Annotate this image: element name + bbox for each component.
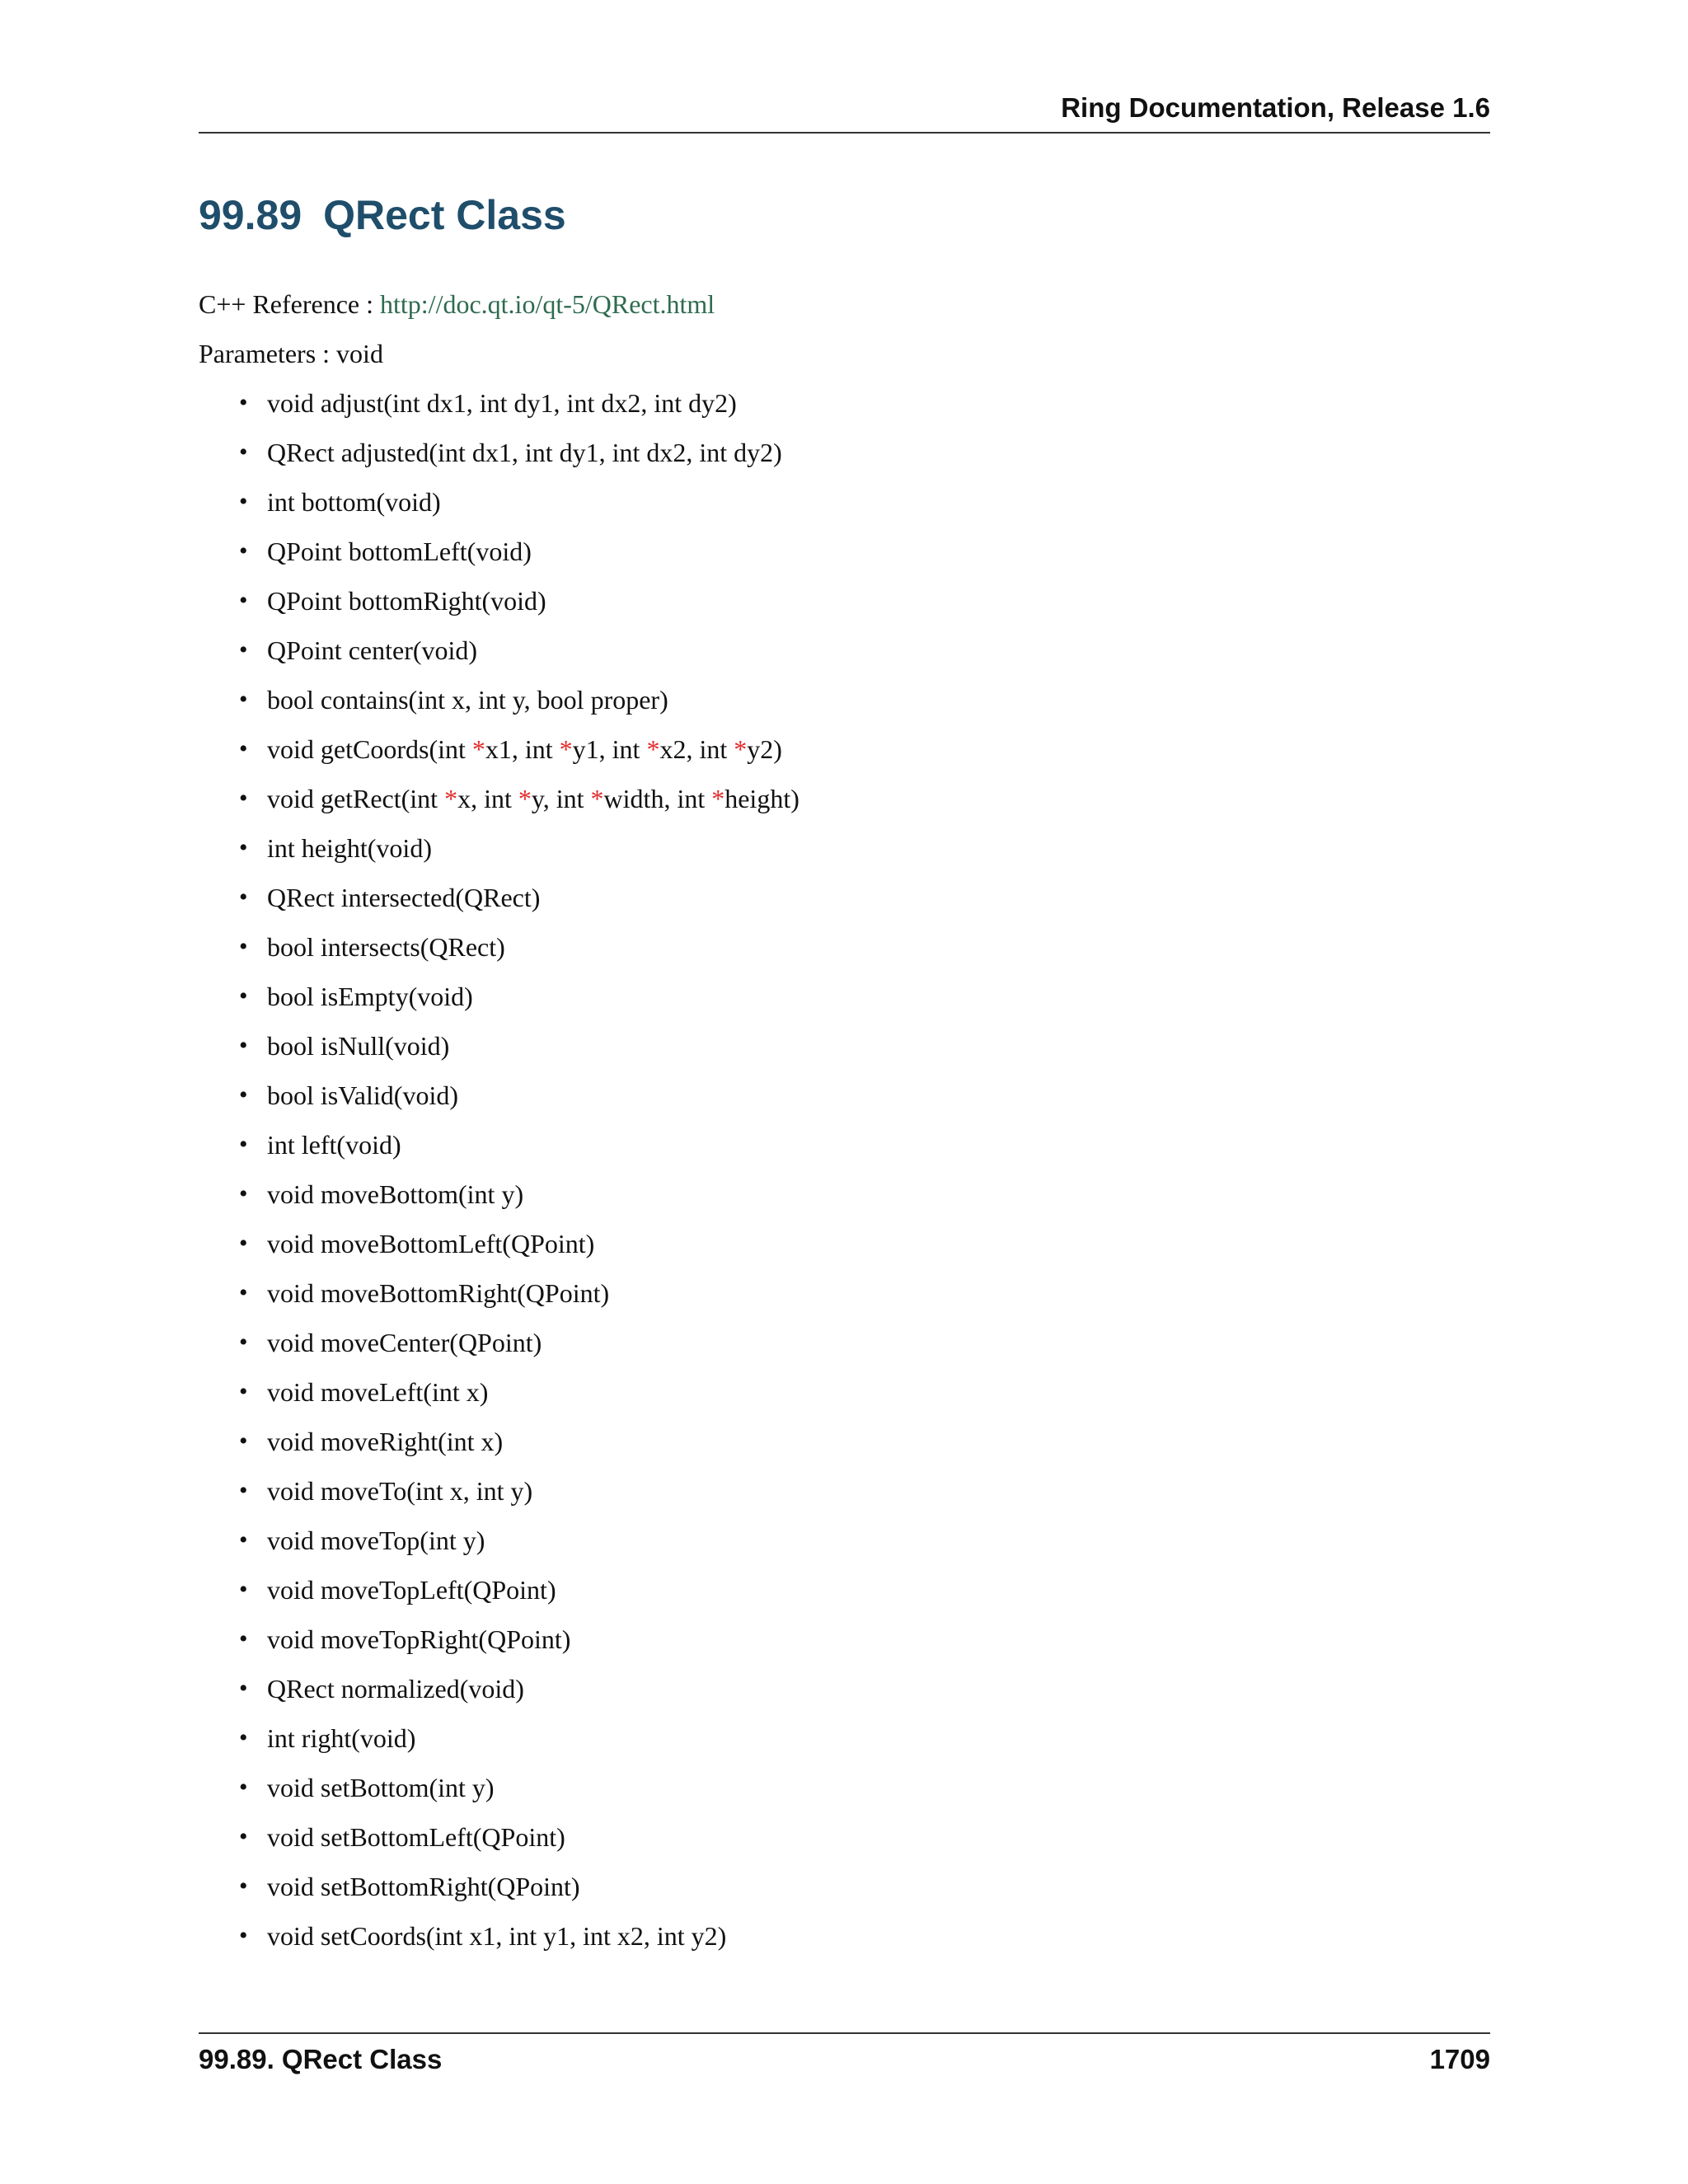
parameters-line: Parameters : void <box>199 339 383 368</box>
bullet-icon: • <box>239 834 248 861</box>
bullet-icon: • <box>239 1180 248 1207</box>
method-signature-text: int right(void) <box>267 1723 416 1753</box>
method-signature-text: void moveTop(int y) <box>267 1526 485 1555</box>
method-signature-text: void setBottomLeft(QPoint) <box>267 1822 565 1852</box>
bullet-icon: • <box>239 636 248 663</box>
method-signature-text: y2) <box>747 734 782 764</box>
method-signature-text: int height(void) <box>267 833 432 863</box>
bullet-icon: • <box>239 1823 248 1850</box>
page-header <box>199 91 1490 134</box>
pointer-star: * <box>518 784 532 813</box>
method-list-item <box>0 485 799 535</box>
bullet-icon: • <box>239 389 248 416</box>
method-list-item <box>0 1227 799 1277</box>
pointer-star: * <box>590 784 604 813</box>
bullet-icon: • <box>239 1279 248 1306</box>
pointer-star: * <box>734 734 748 764</box>
method-list-item <box>0 436 799 485</box>
method-signature-text: bool intersects(QRect) <box>267 932 505 962</box>
method-signature-text: QRect normalized(void) <box>267 1674 524 1704</box>
method-signature-text: x1, int <box>485 734 560 764</box>
method-list-item <box>0 1870 799 1919</box>
pointer-star: * <box>559 734 573 764</box>
section-number: 99.89 <box>199 192 302 238</box>
bullet-icon: • <box>239 1230 248 1257</box>
method-signature-text: void setCoords(int x1, int y1, int x2, int y2) <box>267 1921 727 1951</box>
bullet-icon: • <box>239 438 248 466</box>
section-heading-text: QRect Class <box>323 192 566 238</box>
bullet-icon: • <box>239 686 248 713</box>
bullet-icon: • <box>239 587 248 614</box>
bullet-icon: • <box>239 1427 248 1455</box>
bullet-icon: • <box>239 1526 248 1554</box>
bullet-icon: • <box>239 785 248 812</box>
method-signature-text: bool isEmpty(void) <box>267 982 473 1011</box>
bullet-icon: • <box>239 1675 248 1702</box>
bullet-icon: • <box>239 488 248 515</box>
method-signature-text: QRect intersected(QRect) <box>267 883 541 912</box>
bullet-icon: • <box>239 537 248 565</box>
method-list-item <box>0 1623 799 1672</box>
method-list-item <box>0 1128 799 1178</box>
footer-page-number: 1709 <box>1429 2044 1490 2074</box>
bullet-icon: • <box>239 1774 248 1801</box>
method-signature-text: y, int <box>531 784 591 813</box>
bullet-icon: • <box>239 1032 248 1059</box>
method-list-item <box>0 1771 799 1821</box>
method-list-item <box>0 832 799 881</box>
method-signature-text: QRect adjusted(int dx1, int dy1, int dx2, int dy2) <box>267 438 782 467</box>
method-signature-text: void moveBottom(int y) <box>267 1179 524 1209</box>
method-signature-text: bool contains(int x, int y, bool proper) <box>267 685 668 715</box>
pointer-star: * <box>444 784 458 813</box>
method-list-item <box>0 535 799 584</box>
method-list-item <box>0 1277 799 1326</box>
method-list-item <box>0 1672 799 1722</box>
method-signature-text: void moveTopLeft(QPoint) <box>267 1575 556 1605</box>
method-signature-text: width, int <box>603 784 712 813</box>
pointer-star: * <box>711 784 725 813</box>
method-signature-text: height) <box>724 784 799 813</box>
method-signature-text: int bottom(void) <box>267 487 441 517</box>
method-signature-text: bool isValid(void) <box>267 1080 458 1110</box>
method-list-item <box>0 1376 799 1425</box>
method-signature-text: void moveCenter(QPoint) <box>267 1328 542 1357</box>
method-signature-text: void getCoords(int <box>267 734 472 764</box>
pointer-star: * <box>646 734 660 764</box>
method-signature-text: x2, int <box>659 734 734 764</box>
method-signature-text: x, int <box>457 784 518 813</box>
method-list-item <box>0 1029 799 1079</box>
bullet-icon: • <box>239 883 248 911</box>
bullet-icon: • <box>239 1081 248 1108</box>
method-list-item <box>0 683 799 733</box>
bullet-icon: • <box>239 1922 248 1949</box>
cpp-reference-label: C++ Reference : <box>199 289 380 319</box>
method-signature-text: void moveLeft(int x) <box>267 1377 489 1407</box>
method-list-item <box>0 881 799 930</box>
method-list-item <box>0 782 799 832</box>
method-signature-text: void setBottomRight(QPoint) <box>267 1872 580 1901</box>
method-list-item <box>0 1178 799 1227</box>
method-list-item <box>0 1474 799 1524</box>
method-signature-text: void moveRight(int x) <box>267 1427 504 1456</box>
method-list-item <box>0 634 799 683</box>
method-list-item <box>0 1079 799 1128</box>
bullet-icon: • <box>239 982 248 1010</box>
method-signature-text: void setBottom(int y) <box>267 1773 495 1802</box>
pointer-star: * <box>471 734 485 764</box>
bullet-icon: • <box>239 1724 248 1751</box>
footer-section-label: 99.89. QRect Class <box>199 2044 443 2074</box>
method-signature-text: void moveTo(int x, int y) <box>267 1476 533 1506</box>
method-signature-text: void getRect(int <box>267 784 445 813</box>
bullet-icon: • <box>239 1477 248 1504</box>
method-list-item <box>0 1821 799 1870</box>
bullet-icon: • <box>239 1131 248 1158</box>
bullet-icon: • <box>239 1576 248 1603</box>
method-list-item <box>0 1722 799 1771</box>
method-list-item <box>0 1326 799 1376</box>
method-signature-text: QPoint center(void) <box>267 635 478 665</box>
cpp-reference-link[interactable]: http://doc.qt.io/qt-5/QRect.html <box>380 289 715 319</box>
bullet-icon: • <box>239 1872 248 1900</box>
method-list-item <box>0 1425 799 1474</box>
method-list-item <box>0 1524 799 1573</box>
method-list <box>0 387 799 1969</box>
section-title <box>199 191 566 239</box>
method-signature-text: void adjust(int dx1, int dy1, int dx2, int dy2) <box>267 388 737 418</box>
bullet-icon: • <box>239 933 248 960</box>
method-signature-text: bool isNull(void) <box>267 1031 450 1061</box>
method-signature-text: y1, int <box>572 734 647 764</box>
method-list-item <box>0 584 799 634</box>
method-list-item <box>0 930 799 980</box>
method-signature-text: QPoint bottomRight(void) <box>267 586 546 616</box>
bullet-icon: • <box>239 1378 248 1405</box>
header-title: Ring Documentation, Release 1.6 <box>1061 92 1490 123</box>
bullet-icon: • <box>239 735 248 762</box>
bullet-icon: • <box>239 1329 248 1356</box>
method-signature-text: int left(void) <box>267 1130 401 1160</box>
method-list-item <box>0 1919 799 1969</box>
method-list-item <box>0 980 799 1029</box>
method-signature-text: QPoint bottomLeft(void) <box>267 537 532 566</box>
method-list-item <box>0 387 799 436</box>
cpp-reference-line <box>199 288 715 321</box>
method-list-item <box>0 1573 799 1623</box>
page-footer <box>199 2032 1490 2083</box>
method-signature-text: void moveTopRight(QPoint) <box>267 1624 571 1654</box>
method-signature-text: void moveBottomRight(QPoint) <box>267 1278 610 1308</box>
method-signature-text: void moveBottomLeft(QPoint) <box>267 1229 595 1258</box>
method-list-item <box>0 733 799 782</box>
bullet-icon: • <box>239 1625 248 1652</box>
